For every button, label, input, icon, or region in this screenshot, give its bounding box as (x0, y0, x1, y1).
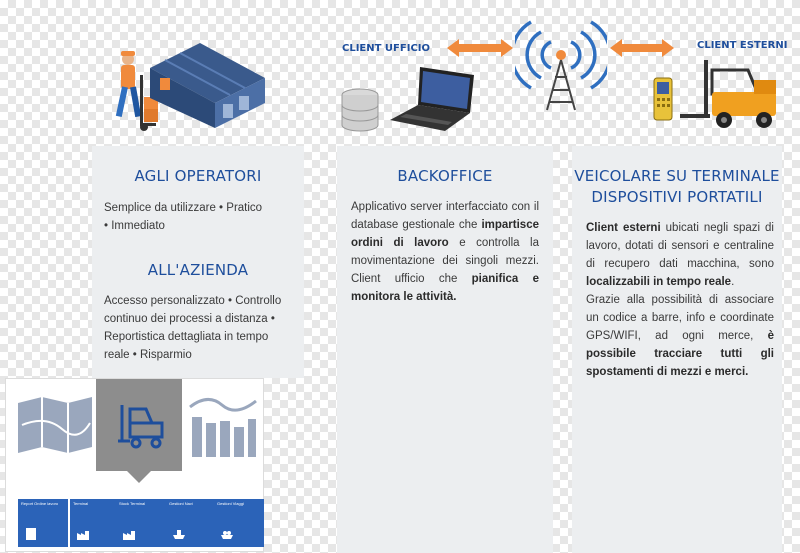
operatori-line: Semplice da utilizzare • Pratico (104, 202, 263, 214)
map-icon (16, 395, 94, 455)
ship-cargo-icon (220, 527, 234, 541)
veicolare-text (586, 219, 774, 381)
operatori-line: • Immediato (104, 220, 165, 232)
factory-chart-icon (186, 393, 258, 459)
warehouse-illustration (145, 38, 270, 130)
veicolare-bold-2: localizzabili in tempo reale (586, 276, 732, 288)
panel-operatori (92, 146, 304, 378)
azienda-text (104, 292, 300, 364)
tab-pointer (127, 471, 151, 483)
azienda-line: reale • Risparmio (104, 349, 192, 361)
database-icon (340, 87, 380, 135)
backoffice-text-bold-2: pianifica e monitora le attività. (351, 273, 539, 303)
veicolare-text-2: Grazie alla possibilità di associare un codice a barre, info e coordinate GPS/WIFI, ad ogni merce, (586, 294, 774, 342)
forklift-icon (116, 401, 166, 451)
panel-title-line: DISPOSITIVI PORTATILI (591, 188, 763, 206)
factory-icon (122, 527, 136, 541)
laptop-icon (390, 65, 475, 133)
tile-label: Gestioni Navi (169, 501, 193, 506)
veicolare-text-end: . (731, 276, 735, 288)
panel-title-azienda: ALL'AZIENDA (147, 261, 249, 279)
azienda-line: continuo dei processi a distanza • (104, 313, 275, 325)
veicolare-text-1: ubicati negli spazi di lavoro, dotati di sensori e centraline di recupero dati macchina, sono (586, 222, 774, 270)
azienda-line: Reportistica dettagliata in tempo (104, 331, 269, 343)
panel-veicolare (572, 146, 782, 553)
tile-terminal[interactable] (70, 499, 120, 547)
panel-title-backoffice: BACKOFFICE (397, 167, 493, 185)
veicolare-bold-3: è possibile tracciare tutti gli spostamenti di mezzi e merci. (586, 330, 774, 378)
tile-label: Gestioni Viaggi (217, 501, 244, 506)
ship-icon (172, 527, 186, 541)
document-icon (24, 527, 38, 541)
panel-title-operatori: AGLI OPERATORI (134, 167, 262, 185)
client-ufficio-label: CLIENT UFFICIO (342, 43, 430, 54)
panel-title-veicolare (572, 166, 782, 208)
antenna-tower-icon (515, 12, 607, 112)
operatori-text (104, 199, 300, 235)
tile-gestioni-navi[interactable] (166, 499, 216, 547)
panel-title-line: VEICOLARE SU TERMINALE (574, 167, 780, 185)
tile-gestioni-viaggi[interactable] (214, 499, 264, 547)
veicolare-bold-1: Client esterni (586, 222, 661, 234)
factory-icon (76, 527, 90, 541)
double-arrow-icon (610, 37, 674, 59)
azienda-line: Accesso personalizzato • Controllo (104, 295, 282, 307)
backoffice-text (351, 198, 539, 306)
handheld-terminal-icon (652, 76, 674, 122)
panel-backoffice (337, 146, 553, 553)
double-arrow-icon (447, 37, 513, 59)
tile-label: Stock Terminal (119, 501, 146, 506)
tile-stock-terminal[interactable] (116, 499, 166, 547)
backoffice-text-bold-1: impartisce ordini di lavoro (351, 219, 539, 249)
forklift-illustration (678, 58, 782, 130)
backoffice-text-1: Applicativo server interfacciato con il database gestionale che (351, 201, 539, 231)
client-esterni-label: CLIENT ESTERNI (697, 40, 788, 51)
tile-label: Report Ordine lavoro (21, 501, 59, 506)
app-mockup (5, 378, 264, 552)
tile-label: Terminal (73, 501, 89, 506)
tile-report[interactable] (18, 499, 68, 547)
backoffice-text-2: e controlla la movimentazione dei singoli mezzi. Client ufficio che (351, 237, 540, 285)
